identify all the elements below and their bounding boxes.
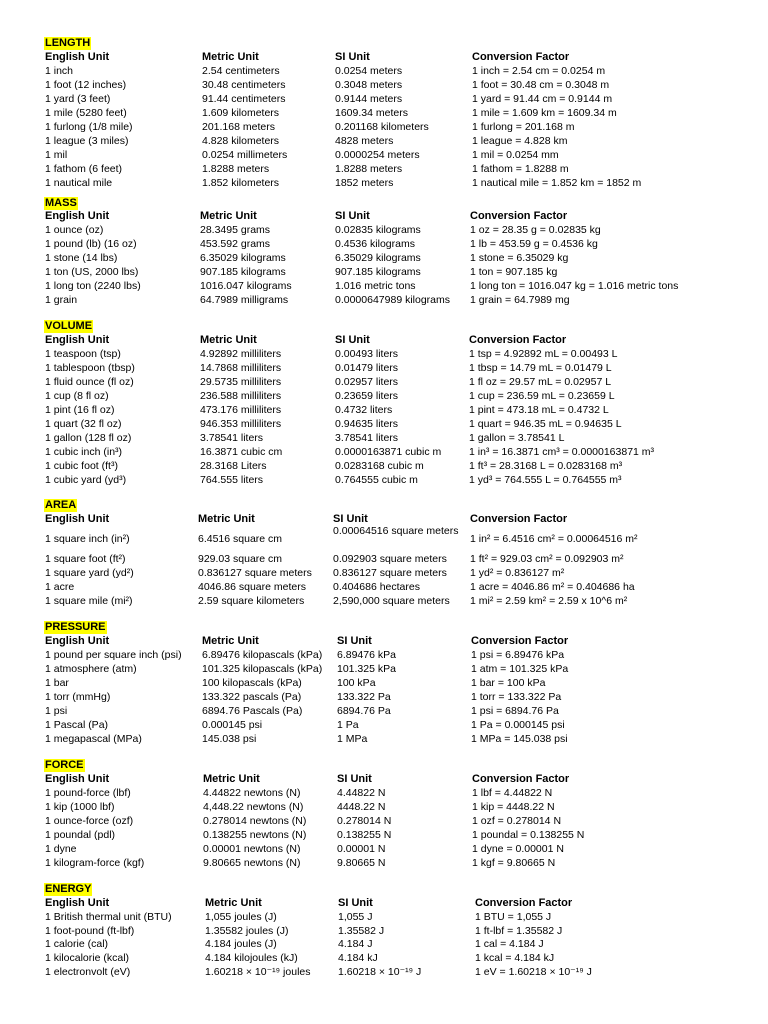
cell-metric-unit: 0.138255 newtons (N): [203, 829, 307, 841]
cell-conversion-factor: 1 grain = 64.7989 mg: [470, 294, 570, 306]
table-header-area: [0, 512, 768, 526]
cell-si-unit: 1.016 metric tons: [335, 280, 416, 292]
cell-metric-unit: 0.00001 newtons (N): [203, 843, 301, 855]
column-header-si-unit: SI Unit: [337, 773, 372, 785]
cell-english-unit: 1 ton (US, 2000 lbs): [45, 266, 139, 278]
cell-conversion-factor: 1 in² = 6.4516 cm² = 0.00064516 m²: [470, 533, 638, 545]
cell-english-unit: 1 megapascal (MPa): [45, 733, 142, 745]
cell-conversion-factor: 1 foot = 30.48 cm = 0.3048 m: [472, 79, 610, 91]
cell-english-unit: 1 nautical mile: [45, 177, 113, 189]
table-row: [0, 937, 768, 951]
cell-metric-unit: 6.4516 square cm: [198, 533, 283, 545]
table-row: [0, 134, 768, 148]
cell-metric-unit: 4.828 kilometers: [202, 135, 280, 147]
cell-si-unit: 0.0000254 meters: [335, 149, 420, 161]
section-title-length: LENGTH: [45, 37, 91, 49]
cell-si-unit: 6894.76 Pa: [337, 705, 391, 717]
cell-metric-unit: 4,448.22 newtons (N): [203, 801, 304, 813]
table-row: [0, 856, 768, 870]
cell-english-unit: 1 furlong (1/8 mile): [45, 121, 133, 133]
table-row: [0, 78, 768, 92]
cell-conversion-factor: 1 torr = 133.322 Pa: [471, 691, 562, 703]
cell-conversion-factor: 1 bar = 100 kPa: [471, 677, 546, 689]
cell-si-unit: 0.0000647989 kilograms: [335, 294, 450, 306]
cell-english-unit: 1 cubic foot (ft³): [45, 460, 118, 472]
cell-si-unit: 0.01479 liters: [335, 362, 399, 374]
section-title-area: AREA: [45, 499, 77, 511]
cell-english-unit: 1 league (3 miles): [45, 135, 129, 147]
table-header-mass: [0, 209, 768, 223]
cell-metric-unit: 6.35029 kilograms: [200, 252, 286, 264]
cell-metric-unit: 929.03 square cm: [198, 553, 283, 565]
column-header-si-unit: SI Unit: [333, 513, 368, 525]
cell-si-unit: 0.9144 meters: [335, 93, 403, 105]
section-title-pressure: PRESSURE: [45, 621, 106, 633]
cell-english-unit: 1 cubic inch (in³): [45, 446, 123, 458]
table-row: [0, 965, 768, 979]
cell-conversion-factor: 1 long ton = 1016.047 kg = 1.016 metric tons: [470, 280, 679, 292]
cell-si-unit: 1.35582 J: [338, 924, 385, 937]
cell-conversion-factor: 1 tsp = 4.92892 mL = 0.00493 L: [469, 348, 618, 360]
cell-metric-unit: 4.184 joules (J): [205, 938, 277, 951]
cell-metric-unit: 64.7989 milligrams: [200, 294, 289, 306]
cell-si-unit: 0.0283168 cubic m: [335, 460, 424, 472]
cell-si-unit: 4828 meters: [335, 135, 394, 147]
table-row: [0, 237, 768, 251]
table-row: [0, 148, 768, 162]
table-header-energy: [0, 896, 768, 910]
cell-conversion-factor: 1 psi = 6894.76 Pa: [471, 705, 559, 717]
cell-si-unit: 0.4732 liters: [335, 404, 393, 416]
cell-conversion-factor: 1 cup = 236.59 mL = 0.23659 L: [469, 390, 615, 402]
cell-metric-unit: 14.7868 milliliters: [200, 362, 282, 374]
cell-metric-unit: 6894.76 Pascals (Pa): [202, 705, 303, 717]
cell-metric-unit: 1,055 joules (J): [205, 910, 277, 923]
cell-metric-unit: 0.0254 millimeters: [202, 149, 288, 161]
cell-si-unit: 0.02957 liters: [335, 376, 399, 388]
cell-metric-unit: 101.325 kilopascals (kPa): [202, 663, 323, 675]
column-header-si-unit: SI Unit: [338, 897, 373, 909]
cell-metric-unit: 201.168 meters: [202, 121, 275, 133]
cell-english-unit: 1 calorie (cal): [45, 938, 109, 951]
cell-english-unit: 1 mile (5280 feet): [45, 107, 127, 119]
cell-metric-unit: 28.3495 grams: [200, 224, 271, 236]
cell-english-unit: 1 poundal (pdl): [45, 829, 116, 841]
cell-metric-unit: 453.592 grams: [200, 238, 271, 250]
column-header-english-unit: English Unit: [45, 51, 110, 63]
cell-english-unit: 1 ounce-force (ozf): [45, 815, 134, 827]
table-row: [0, 64, 768, 78]
cell-conversion-factor: 1 mile = 1.609 km = 1609.34 m: [472, 107, 617, 119]
table-row: [0, 403, 768, 417]
cell-conversion-factor: 1 in³ = 16.3871 cm³ = 0.0000163871 m³: [469, 446, 655, 458]
cell-conversion-factor: 1 mi² = 2.59 km² = 2.59 x 10^6 m²: [470, 595, 628, 607]
column-header-english-unit: English Unit: [45, 635, 110, 647]
section-title-mass: MASS: [45, 197, 77, 209]
cell-conversion-factor: 1 ozf = 0.278014 N: [472, 815, 562, 827]
cell-english-unit: 1 torr (mmHg): [45, 691, 111, 703]
table-row: [0, 92, 768, 106]
cell-si-unit: 133.322 Pa: [337, 691, 391, 703]
cell-english-unit: 1 dyne: [45, 843, 77, 855]
cell-english-unit: 1 gallon (128 fl oz): [45, 432, 132, 444]
cell-english-unit: 1 cubic yard (yd³): [45, 474, 127, 486]
table-header-volume: [0, 333, 768, 347]
cell-si-unit: 1609.34 meters: [335, 107, 408, 119]
cell-si-unit: 6.89476 kPa: [337, 649, 396, 661]
cell-si-unit: 0.092903 square meters: [333, 553, 447, 565]
cell-si-unit: 0.764555 cubic m: [335, 474, 418, 486]
cell-conversion-factor: 1 pint = 473.18 mL = 0.4732 L: [469, 404, 609, 416]
cell-metric-unit: 28.3168 Liters: [200, 460, 267, 472]
cell-english-unit: 1 foot-pound (ft-lbf): [45, 924, 135, 937]
cell-conversion-factor: 1 mil = 0.0254 mm: [472, 149, 559, 161]
cell-conversion-factor: 1 acre = 4046.86 m² = 0.404686 ha: [470, 581, 635, 593]
cell-metric-unit: 9.80665 newtons (N): [203, 857, 301, 869]
cell-si-unit: 0.00493 liters: [335, 348, 399, 360]
cell-metric-unit: 16.3871 cubic cm: [200, 446, 283, 458]
cell-si-unit: 1852 meters: [335, 177, 394, 189]
column-header-metric-unit: Metric Unit: [203, 773, 260, 785]
column-header-conversion-factor: Conversion Factor: [470, 513, 568, 525]
cell-conversion-factor: 1 ft³ = 28.3168 L = 0.0283168 m³: [469, 460, 623, 472]
cell-si-unit: 4448.22 N: [337, 801, 386, 813]
cell-si-unit: 0.94635 liters: [335, 418, 399, 430]
cell-si-unit: 4.44822 N: [337, 787, 386, 799]
cell-english-unit: 1 Pascal (Pa): [45, 719, 109, 731]
cell-si-unit: 2,590,000 square meters: [333, 595, 450, 607]
cell-metric-unit: 29.5735 milliliters: [200, 376, 282, 388]
table-row: [0, 445, 768, 459]
cell-metric-unit: 1.8288 meters: [202, 163, 270, 175]
cell-conversion-factor: 1 oz = 28.35 g = 0.02835 kg: [470, 224, 601, 236]
cell-metric-unit: 2.54 centimeters: [202, 65, 280, 77]
cell-conversion-factor: 1 kcal = 4.184 kJ: [475, 952, 555, 965]
cell-english-unit: 1 fluid ounce (fl oz): [45, 376, 134, 388]
cell-english-unit: 1 grain: [45, 294, 78, 306]
table-row: [0, 732, 768, 746]
cell-si-unit: 0.836127 square meters: [333, 567, 447, 579]
cell-english-unit: 1 bar: [45, 677, 69, 689]
table-row: [0, 473, 768, 487]
cell-si-unit: 0.23659 liters: [335, 390, 399, 402]
cell-metric-unit: 0.000145 psi: [202, 719, 263, 731]
cell-english-unit: 1 square yard (yd²): [45, 567, 134, 579]
column-header-si-unit: SI Unit: [335, 51, 370, 63]
table-row: [0, 676, 768, 690]
table-header-pressure: [0, 634, 768, 648]
cell-english-unit: 1 kilogram-force (kgf): [45, 857, 145, 869]
cell-metric-unit: 1.35582 joules (J): [205, 924, 289, 937]
cell-si-unit: 0.278014 N: [337, 815, 392, 827]
cell-english-unit: 1 electronvolt (eV): [45, 966, 131, 978]
cell-si-unit: 4.184 kJ: [338, 952, 378, 965]
cell-metric-unit: 100 kilopascals (kPa): [202, 677, 302, 689]
cell-conversion-factor: 1 nautical mile = 1.852 km = 1852 m: [472, 177, 642, 189]
table-row: [0, 842, 768, 856]
column-header-conversion-factor: Conversion Factor: [472, 51, 570, 63]
table-row: [0, 704, 768, 718]
cell-conversion-factor: 1 cal = 4.184 J: [475, 938, 544, 951]
table-row: [0, 525, 768, 546]
cell-metric-unit: 30.48 centimeters: [202, 79, 286, 91]
table-row: [0, 718, 768, 732]
cell-metric-unit: 1.609 kilometers: [202, 107, 280, 119]
cell-english-unit: 1 square inch (in²): [45, 533, 130, 545]
cell-si-unit: 0.201168 kilometers: [335, 121, 429, 133]
cell-english-unit: 1 inch: [45, 65, 74, 77]
cell-english-unit: 1 stone (14 lbs): [45, 252, 118, 264]
cell-english-unit: 1 kilocalorie (kcal): [45, 952, 130, 965]
column-header-english-unit: English Unit: [45, 210, 110, 222]
column-header-metric-unit: Metric Unit: [205, 897, 262, 909]
cell-si-unit: 0.3048 meters: [335, 79, 403, 91]
cell-metric-unit: 1.852 kilometers: [202, 177, 280, 189]
cell-conversion-factor: 1 league = 4.828 km: [472, 135, 568, 147]
cell-metric-unit: 4.44822 newtons (N): [203, 787, 301, 799]
table-row: [0, 552, 768, 566]
table-row: [0, 162, 768, 176]
column-header-metric-unit: Metric Unit: [202, 635, 259, 647]
cell-conversion-factor: 1 gallon = 3.78541 L: [469, 432, 565, 444]
table-row: [0, 690, 768, 704]
cell-si-unit: 0.00064516 square meters: [333, 525, 459, 537]
cell-english-unit: 1 teaspoon (tsp): [45, 348, 121, 360]
cell-metric-unit: 236.588 milliliters: [200, 390, 282, 402]
column-header-conversion-factor: Conversion Factor: [472, 773, 570, 785]
cell-english-unit: 1 British thermal unit (BTU): [45, 910, 172, 923]
cell-conversion-factor: 1 fathom = 1.8288 m: [472, 163, 569, 175]
cell-conversion-factor: 1 furlong = 201.168 m: [472, 121, 575, 133]
column-header-metric-unit: Metric Unit: [200, 210, 257, 222]
table-row: [0, 293, 768, 307]
table-row: [0, 786, 768, 800]
cell-conversion-factor: 1 quart = 946.35 mL = 0.94635 L: [469, 418, 622, 430]
table-row: [0, 814, 768, 828]
table-row: [0, 265, 768, 279]
table-row: [0, 417, 768, 431]
column-header-english-unit: English Unit: [45, 897, 110, 909]
cell-si-unit: 4.184 J: [338, 938, 373, 951]
cell-si-unit: 100 kPa: [337, 677, 376, 689]
table-row: [0, 662, 768, 676]
table-row: [0, 566, 768, 580]
cell-metric-unit: 145.038 psi: [202, 733, 257, 745]
cell-metric-unit: 4.184 kilojoules (kJ): [205, 952, 298, 965]
table-row: [0, 223, 768, 237]
cell-conversion-factor: 1 MPa = 145.038 psi: [471, 733, 568, 745]
cell-conversion-factor: 1 yd³ = 764.555 L = 0.764555 m³: [469, 474, 622, 486]
cell-english-unit: 1 atmosphere (atm): [45, 663, 137, 675]
table-row: [0, 120, 768, 134]
table-row: [0, 389, 768, 403]
cell-si-unit: 0.4536 kilograms: [335, 238, 415, 250]
cell-si-unit: 1,055 J: [338, 910, 373, 923]
table-row: [0, 375, 768, 389]
column-header-si-unit: SI Unit: [335, 334, 370, 346]
cell-conversion-factor: 1 lb = 453.59 g = 0.4536 kg: [470, 238, 598, 250]
cell-conversion-factor: 1 Pa = 0.000145 psi: [471, 719, 565, 731]
cell-english-unit: 1 cup (8 fl oz): [45, 390, 109, 402]
section-title-volume: VOLUME: [45, 320, 93, 332]
cell-english-unit: 1 yard (3 feet): [45, 93, 111, 105]
cell-si-unit: 0.138255 N: [337, 829, 392, 841]
cell-english-unit: 1 long ton (2240 lbs): [45, 280, 141, 292]
cell-english-unit: 1 ounce (oz): [45, 224, 104, 236]
table-row: [0, 431, 768, 445]
cell-english-unit: 1 pound-force (lbf): [45, 787, 131, 799]
cell-si-unit: 0.0254 meters: [335, 65, 403, 77]
cell-metric-unit: 907.185 kilograms: [200, 266, 286, 278]
table-row: [0, 106, 768, 120]
cell-metric-unit: 6.89476 kilopascals (kPa): [202, 649, 323, 661]
cell-metric-unit: 1016.047 kilograms: [200, 280, 292, 292]
table-row: [0, 251, 768, 265]
cell-conversion-factor: 1 ft-lbf = 1.35582 J: [475, 924, 563, 937]
cell-english-unit: 1 square foot (ft²): [45, 553, 126, 565]
cell-conversion-factor: 1 eV = 1.60218 × 10⁻¹⁹ J: [475, 966, 592, 978]
cell-si-unit: 1.60218 × 10⁻¹⁹ J: [338, 966, 422, 978]
table-row: [0, 580, 768, 594]
table-row: [0, 910, 768, 924]
cell-si-unit: 101.325 kPa: [337, 663, 396, 675]
column-header-english-unit: English Unit: [45, 773, 110, 785]
column-header-conversion-factor: Conversion Factor: [470, 210, 568, 222]
cell-english-unit: 1 square mile (mi²): [45, 595, 133, 607]
table-row: [0, 648, 768, 662]
cell-si-unit: 6.35029 kilograms: [335, 252, 421, 264]
cell-si-unit: 0.0000163871 cubic m: [335, 446, 442, 458]
cell-conversion-factor: 1 kip = 4448.22 N: [472, 801, 555, 813]
table-header-force: [0, 772, 768, 786]
cell-metric-unit: 133.322 pascals (Pa): [202, 691, 302, 703]
cell-si-unit: 0.02835 kilograms: [335, 224, 421, 236]
cell-metric-unit: 4046.86 square meters: [198, 581, 306, 593]
cell-english-unit: 1 mil: [45, 149, 68, 161]
table-row: [0, 279, 768, 293]
column-header-conversion-factor: Conversion Factor: [469, 334, 567, 346]
cell-metric-unit: 764.555 liters: [200, 474, 264, 486]
column-header-conversion-factor: Conversion Factor: [475, 897, 573, 909]
cell-conversion-factor: 1 yd² = 0.836127 m²: [470, 567, 565, 579]
cell-metric-unit: 473.176 milliliters: [200, 404, 282, 416]
cell-conversion-factor: 1 tbsp = 14.79 mL = 0.01479 L: [469, 362, 612, 374]
cell-si-unit: 0.00001 N: [337, 843, 386, 855]
cell-english-unit: 1 quart (32 fl oz): [45, 418, 122, 430]
cell-english-unit: 1 foot (12 inches): [45, 79, 127, 91]
cell-si-unit: 1 Pa: [337, 719, 359, 731]
cell-english-unit: 1 kip (1000 lbf): [45, 801, 115, 813]
column-header-metric-unit: Metric Unit: [198, 513, 255, 525]
column-header-metric-unit: Metric Unit: [202, 51, 259, 63]
column-header-english-unit: English Unit: [45, 513, 110, 525]
cell-english-unit: 1 pound per square inch (psi): [45, 649, 182, 661]
cell-english-unit: 1 acre: [45, 581, 75, 593]
table-row: [0, 800, 768, 814]
column-header-si-unit: SI Unit: [337, 635, 372, 647]
cell-conversion-factor: 1 psi = 6.89476 kPa: [471, 649, 565, 661]
cell-metric-unit: 1.60218 × 10⁻¹⁹ joules: [205, 966, 311, 978]
cell-si-unit: 1.8288 meters: [335, 163, 403, 175]
cell-si-unit: 907.185 kilograms: [335, 266, 421, 278]
cell-conversion-factor: 1 ton = 907.185 kg: [470, 266, 558, 278]
section-title-force: FORCE: [45, 759, 84, 771]
cell-conversion-factor: 1 dyne = 0.00001 N: [472, 843, 564, 855]
cell-conversion-factor: 1 atm = 101.325 kPa: [471, 663, 569, 675]
cell-si-unit: 9.80665 N: [337, 857, 386, 869]
cell-english-unit: 1 pound (lb) (16 oz): [45, 238, 137, 250]
cell-metric-unit: 91.44 centimeters: [202, 93, 286, 105]
cell-si-unit: 3.78541 liters: [335, 432, 399, 444]
cell-metric-unit: 946.353 milliliters: [200, 418, 282, 430]
table-row: [0, 951, 768, 965]
cell-conversion-factor: 1 stone = 6.35029 kg: [470, 252, 569, 264]
cell-english-unit: 1 pint (16 fl oz): [45, 404, 115, 416]
table-row: [0, 828, 768, 842]
column-header-conversion-factor: Conversion Factor: [471, 635, 569, 647]
cell-metric-unit: 0.836127 square meters: [198, 567, 312, 579]
cell-conversion-factor: 1 poundal = 0.138255 N: [472, 829, 585, 841]
table-row: [0, 594, 768, 608]
table-header-length: [0, 50, 768, 64]
cell-metric-unit: 2.59 square kilometers: [198, 595, 305, 607]
table-row: [0, 347, 768, 361]
cell-conversion-factor: 1 inch = 2.54 cm = 0.0254 m: [472, 65, 606, 77]
cell-english-unit: 1 fathom (6 feet): [45, 163, 123, 175]
cell-si-unit: 1 MPa: [337, 733, 368, 745]
table-row: [0, 924, 768, 938]
cell-conversion-factor: 1 kgf = 9.80665 N: [472, 857, 556, 869]
cell-metric-unit: 0.278014 newtons (N): [203, 815, 307, 827]
cell-conversion-factor: 1 ft² = 929.03 cm² = 0.092903 m²: [470, 553, 624, 565]
cell-metric-unit: 4.92892 milliliters: [200, 348, 282, 360]
column-header-metric-unit: Metric Unit: [200, 334, 257, 346]
cell-metric-unit: 3.78541 liters: [200, 432, 264, 444]
section-title-energy: ENERGY: [45, 883, 92, 895]
table-row: [0, 459, 768, 473]
cell-conversion-factor: 1 lbf = 4.44822 N: [472, 787, 553, 799]
cell-english-unit: 1 psi: [45, 705, 68, 717]
column-header-english-unit: English Unit: [45, 334, 110, 346]
cell-conversion-factor: 1 fl oz = 29.57 mL = 0.02957 L: [469, 376, 612, 388]
cell-english-unit: 1 tablespoon (tbsp): [45, 362, 135, 374]
table-row: [0, 176, 768, 190]
column-header-si-unit: SI Unit: [335, 210, 370, 222]
cell-si-unit: 0.404686 hectares: [333, 581, 420, 593]
table-row: [0, 361, 768, 375]
cell-conversion-factor: 1 BTU = 1,055 J: [475, 910, 552, 923]
cell-conversion-factor: 1 yard = 91.44 cm = 0.9144 m: [472, 93, 613, 105]
